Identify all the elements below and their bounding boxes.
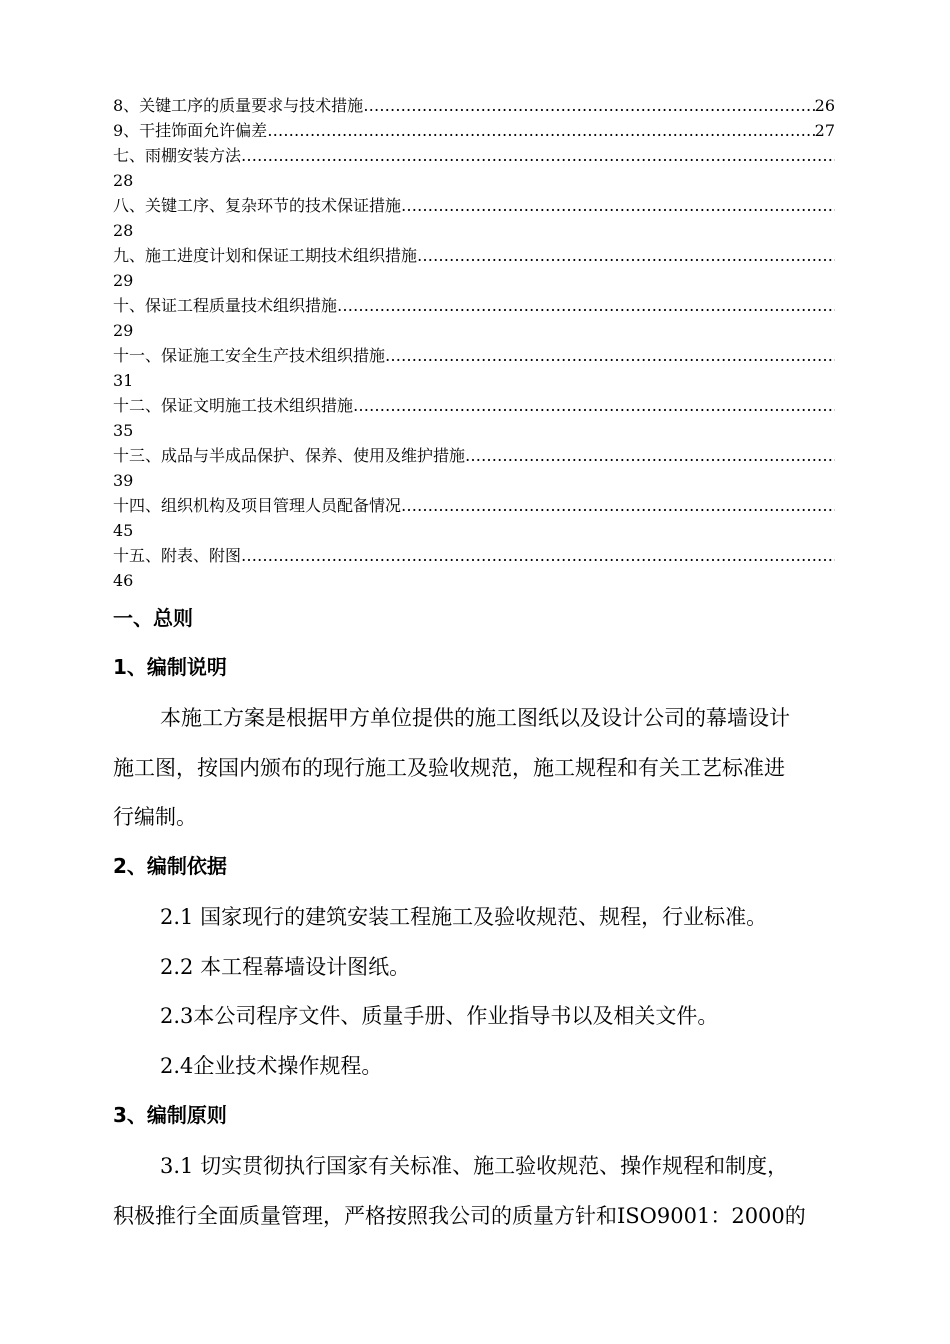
toc-leader-dots bbox=[267, 118, 814, 143]
toc-leader-dots bbox=[401, 493, 835, 518]
list-item: 2.1 国家现行的建筑安装工程施工及验收规范、规程，行业标准。 bbox=[160, 905, 768, 929]
toc-entry-label: 七、雨棚安装方法 bbox=[113, 146, 242, 165]
toc-entry[interactable] bbox=[113, 243, 835, 268]
toc-leader-dots bbox=[353, 393, 835, 418]
toc-entry-page: 31 bbox=[113, 371, 134, 390]
toc-entry-label: 十三、成品与半成品保护、保养、使用及维护措施 bbox=[113, 446, 466, 465]
toc-entry[interactable] bbox=[113, 93, 835, 118]
toc-entry-label: 8、关键工序的质量要求与技术措施 bbox=[113, 96, 364, 115]
toc-leader-dots bbox=[241, 543, 835, 568]
toc-leader-dots bbox=[241, 143, 835, 168]
toc-entry-label: 九、施工进度计划和保证工期技术组织措施 bbox=[113, 246, 418, 265]
toc-leader-dots bbox=[363, 93, 814, 118]
toc-entry-label: 十二、保证文明施工技术组织措施 bbox=[113, 396, 354, 415]
list-item: 2.2 本工程幕墙设计图纸。 bbox=[160, 955, 411, 979]
toc-entry-label: 9、干挂饰面允许偏差 bbox=[113, 121, 268, 140]
toc-entry[interactable] bbox=[113, 293, 835, 318]
toc-leader-dots bbox=[465, 443, 835, 468]
toc-leader-dots bbox=[337, 293, 835, 318]
toc-entry-page: 28 bbox=[113, 171, 134, 190]
toc-entry-page: 26 bbox=[814, 96, 835, 115]
toc-entry-page: 29 bbox=[113, 321, 134, 340]
toc-leader-dots bbox=[401, 193, 835, 218]
toc-entry-page: 27 bbox=[814, 121, 835, 140]
toc-entry-page: 28 bbox=[113, 221, 134, 240]
toc-entry-page: 29 bbox=[113, 271, 134, 290]
subsection-heading: 2、编制依据 bbox=[113, 854, 227, 878]
toc-entry[interactable] bbox=[113, 143, 835, 168]
paragraph-line: 积极推行全面质量管理，严格按照我公司的质量方针和ISO9001：2000的 bbox=[113, 1204, 806, 1228]
toc-entry[interactable] bbox=[113, 393, 835, 418]
subsection-heading: 3、编制原则 bbox=[113, 1103, 227, 1127]
toc-leader-dots bbox=[417, 243, 835, 268]
toc-entry[interactable] bbox=[113, 118, 835, 143]
toc-entry-label: 八、关键工序、复杂环节的技术保证措施 bbox=[113, 196, 402, 215]
subsection-heading: 1、编制说明 bbox=[113, 655, 227, 679]
toc-entry-page: 46 bbox=[113, 571, 134, 590]
toc-entry[interactable] bbox=[113, 493, 835, 518]
toc-leader-dots bbox=[385, 343, 835, 368]
toc-entry-label: 十、保证工程质量技术组织措施 bbox=[113, 296, 338, 315]
toc-entry-page: 35 bbox=[113, 421, 134, 440]
paragraph-line: 本施工方案是根据甲方单位提供的施工图纸以及设计公司的幕墙设计 bbox=[160, 706, 790, 730]
paragraph-line: 行编制。 bbox=[113, 805, 197, 829]
section-heading: 一、总则 bbox=[113, 606, 193, 630]
toc-entry[interactable] bbox=[113, 443, 835, 468]
toc-entry[interactable] bbox=[113, 193, 835, 218]
toc-entry-page: 45 bbox=[113, 521, 134, 540]
list-item: 2.3本公司程序文件、质量手册、作业指导书以及相关文件。 bbox=[160, 1004, 719, 1028]
toc-entry[interactable] bbox=[113, 343, 835, 368]
paragraph-line: 施工图，按国内颁布的现行施工及验收规范，施工规程和有关工艺标准进 bbox=[113, 756, 785, 780]
toc-entry-label: 十一、保证施工安全生产技术组织措施 bbox=[113, 346, 386, 365]
list-item: 2.4企业技术操作规程。 bbox=[160, 1054, 383, 1078]
toc-entry[interactable] bbox=[113, 543, 835, 568]
toc-entry-label: 十四、组织机构及项目管理人员配备情况 bbox=[113, 496, 402, 515]
paragraph-line: 3.1 切实贯彻执行国家有关标准、施工验收规范、操作规程和制度， bbox=[160, 1154, 789, 1178]
toc-entry-page: 39 bbox=[113, 471, 134, 490]
toc-entry-label: 十五、附表、附图 bbox=[113, 546, 242, 565]
